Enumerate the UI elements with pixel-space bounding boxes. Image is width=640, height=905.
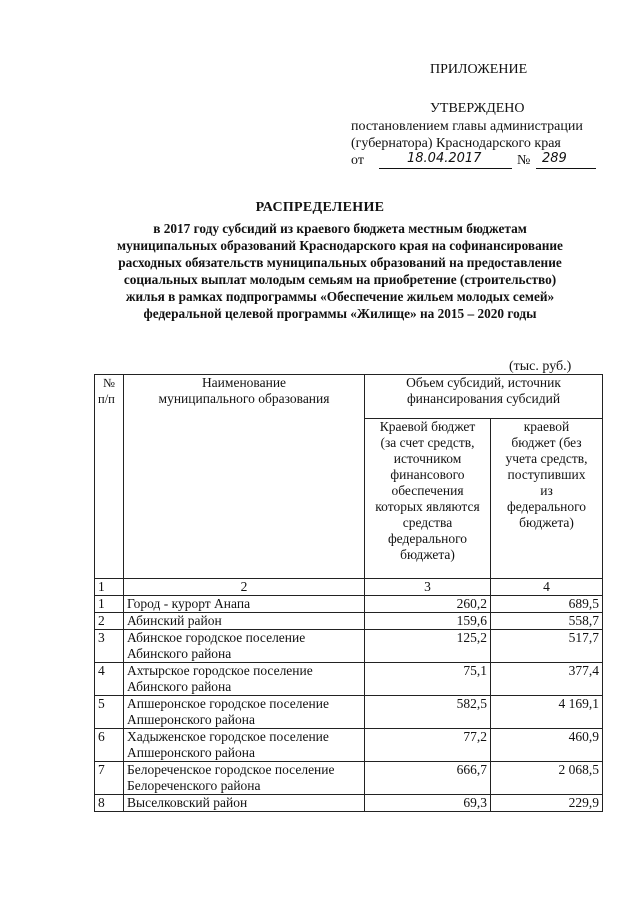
header-no: № п/п [95,375,124,579]
column-number: 4 [491,579,603,596]
subtitle-line: в 2017 году субсидий из краевого бюджета местным бюджетам [153,221,527,236]
subtitle-line: жилья в рамках подпрограммы «Обеспечение жильем молодых семей» [125,289,555,304]
row-number: 4 [95,663,124,696]
regional-own-value: 689,5 [491,596,603,613]
decree-block [351,118,583,170]
unit-label: (тыс. руб.) [509,359,572,374]
decree-line: (губернатора) Краснодарского края [351,136,561,151]
subtitle-line: федеральной целевой программы «Жилище» на 2015 – 2020 годы [143,306,537,321]
row-number: 5 [95,696,124,729]
regional-federal-value: 159,6 [365,613,491,630]
column-number: 1 [95,579,124,596]
municipality-name: Белореченское городское поселение Белореченского района [124,762,365,795]
subtitle-line: социальных выплат молодым семьям на приобретение (строительство) [123,272,557,287]
table-row [95,762,603,795]
municipality-name: Ахтырское городское поселение Абинского района [124,663,365,696]
municipality-name: Город - курорт Анапа [124,596,365,613]
regional-own-value: 4 169,1 [491,696,603,729]
table-row [95,663,603,696]
header-name: Наименование муниципального образования [124,375,365,579]
regional-federal-value: 666,7 [365,762,491,795]
header-regional-own: краевой бюджет (без учета средств, поступивших из федерального бюджета) [491,419,603,579]
regional-own-value: 229,9 [491,795,603,812]
regional-federal-value: 582,5 [365,696,491,729]
table-row [95,613,603,630]
subsidy-table [94,374,603,812]
subtitle-line: расходных обязательств муниципальных образований на предоставление [118,255,562,270]
number-label: № [517,153,531,168]
municipality-name: Абинское городское поселение Абинского района [124,630,365,663]
subtitle-line: муниципальных образований Краснодарского края на софинансирование [117,238,563,253]
row-number: 2 [95,613,124,630]
regional-own-value: 460,9 [491,729,603,762]
table-row [95,696,603,729]
regional-federal-value: 75,1 [365,663,491,696]
regional-federal-value: 69,3 [365,795,491,812]
decree-line: постановлением главы администрации [351,119,583,134]
row-number: 8 [95,795,124,812]
regional-federal-value: 125,2 [365,630,491,663]
decree-date-row [351,152,583,170]
row-number: 6 [95,729,124,762]
table-row [95,795,603,812]
column-number: 2 [124,579,365,596]
decree-number: 289 [536,149,596,169]
row-number: 7 [95,762,124,795]
approved-label: УТВЕРЖДЕНО [430,101,525,116]
municipality-name: Абинский район [124,613,365,630]
table-row [95,596,603,613]
header-regional-federal: Краевой бюджет (за счет средств, источником финансового обеспечения которых являются средства федерального бюджета) [365,419,491,579]
date-label: от [351,153,364,168]
column-number: 3 [365,579,491,596]
column-number-row [95,579,603,596]
municipality-name: Хадыженское городское поселение Апшеронского района [124,729,365,762]
regional-federal-value: 260,2 [365,596,491,613]
table-row [95,630,603,663]
row-number: 3 [95,630,124,663]
regional-own-value: 517,7 [491,630,603,663]
regional-own-value: 377,4 [491,663,603,696]
header-subsidy-group: Объем субсидий, источник финансирования субсидий [365,375,603,419]
document-subtitle [70,220,610,322]
appendix-label: ПРИЛОЖЕНИЕ [430,62,528,77]
regional-own-value: 558,7 [491,613,603,630]
table-header-row [95,375,603,419]
document-title: РАСПРЕДЕЛЕНИЕ [255,200,385,215]
decree-date: 18.04.2017 [379,149,512,169]
table-row [95,729,603,762]
regional-federal-value: 77,2 [365,729,491,762]
row-number: 1 [95,596,124,613]
municipality-name: Выселковский район [124,795,365,812]
municipality-name: Апшеронское городское поселение Апшеронского района [124,696,365,729]
regional-own-value: 2 068,5 [491,762,603,795]
